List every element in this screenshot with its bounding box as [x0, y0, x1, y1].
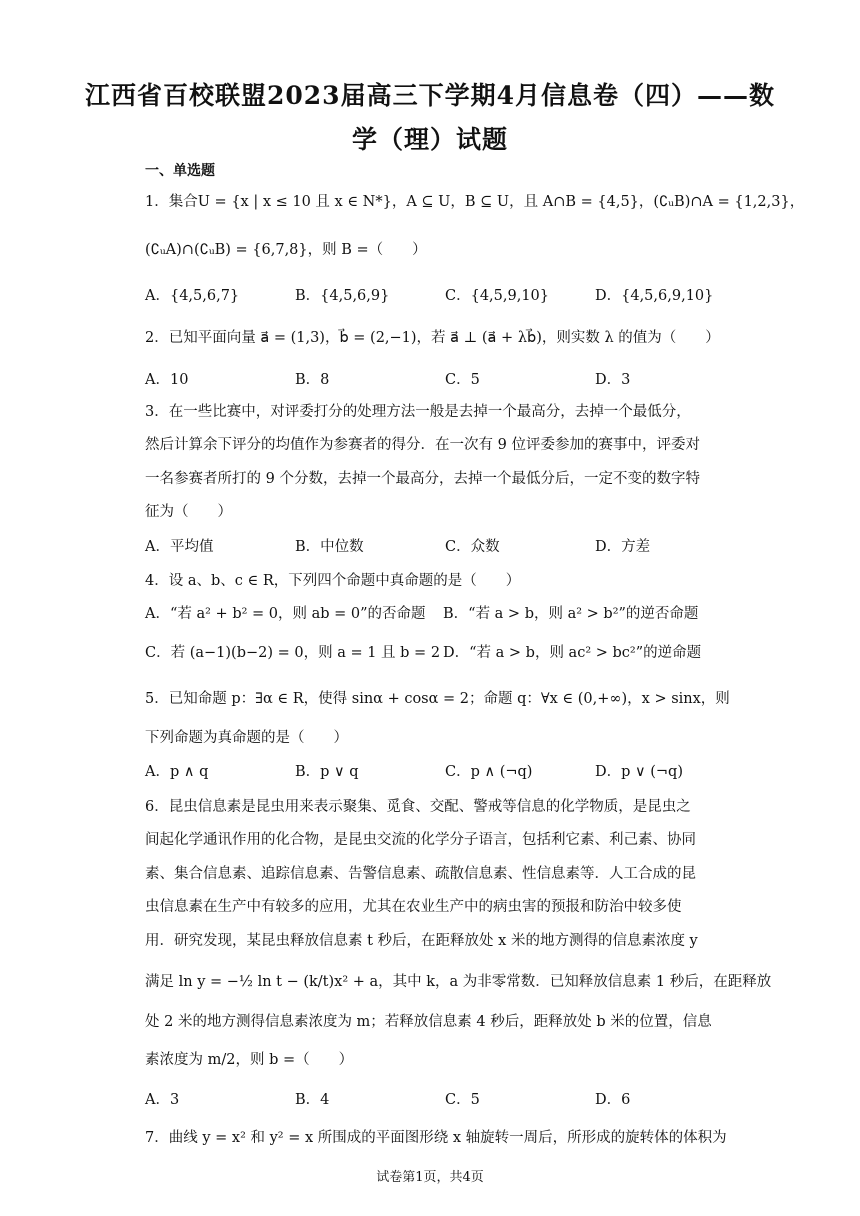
q4-option-d: D．“若 a > b，则 ac² > bc²”的逆命题	[443, 645, 702, 661]
section-heading: 一、单选题	[145, 163, 215, 179]
q3-stem-line3: 一名参赛者所打的 9 个分数，去掉一个最高分，去掉一个最低分后，一定不变的数字特	[145, 471, 700, 487]
q1-option-b: B．{4,5,6,9}	[295, 288, 390, 304]
q6-option-c: C．5	[445, 1092, 480, 1108]
page-title: 江西省百校联盟2023届高三下学期4月信息卷（四）——数	[85, 81, 775, 110]
q4-option-a: A．“若 a² + b² = 0，则 ab = 0”的否命题	[145, 606, 426, 622]
q3-option-b: B．中位数	[295, 539, 364, 555]
q5-options	[145, 760, 720, 781]
q2-option-c: C．5	[445, 372, 480, 388]
q6-stem-line4: 虫信息素在生产中有较多的应用，尤其在农业生产中的病虫害的预报和防治中较多使	[145, 899, 682, 915]
q4-options-row1	[145, 602, 720, 623]
q7-stem-line1: 7．曲线 y = x² 和 y² = x 所围成的平面图形绕 x 轴旋转一周后，所形成的旋转体的体积为	[145, 1130, 727, 1146]
q3-stem-line4: 征为（ ）	[145, 504, 232, 520]
q6-option-b: B．4	[295, 1092, 330, 1108]
q6-stem-line5: 用．研究发现，某昆虫释放信息素 t 秒后，在距释放处 x 米的地方测得的信息素浓度 y	[145, 933, 698, 949]
q6-option-d: D．6	[595, 1092, 631, 1108]
q1-stem-line1: 1．集合U = {x | x ≤ 10 且 x ∈ N*}，A ⊆ U，B ⊆ U，且 A∩B = {4,5}，(∁ᵤB)∩A = {1,2,3}，	[145, 194, 805, 210]
q5-option-b: B．p ∨ q	[295, 764, 359, 780]
q5-option-d: D．p ∨ (¬q)	[595, 764, 683, 780]
q6-stem-line7: 处 2 米的地方测得信息素浓度为 m；若释放信息素 4 秒后，距释放处 b 米的位置，信息	[145, 1014, 712, 1030]
q6-option-a: A．3	[145, 1092, 180, 1108]
q1-options	[145, 284, 720, 305]
q5-option-a: A．p ∧ q	[145, 764, 209, 780]
q2-options	[145, 368, 720, 389]
q1-option-c: C．{4,5,9,10}	[445, 288, 549, 304]
q5-stem-line2: 下列命题为真命题的是（ ）	[145, 730, 348, 746]
q4-options-row2	[145, 641, 720, 662]
q5-stem-line1: 5．已知命题 p：∃α ∈ R，使得 sinα + cosα = 2；命题 q：∀x ∈ (0,+∞)，x > sinx，则	[145, 691, 730, 707]
q3-option-a: A．平均值	[145, 539, 214, 555]
page-footer: 试卷第1页，共4页	[376, 1170, 484, 1185]
q4-option-b: B．“若 a > b，则 a² > b²”的逆否命题	[443, 606, 699, 622]
page-title-continued: 学（理）试题	[351, 125, 508, 154]
q6-options	[145, 1088, 720, 1109]
q6-stem-line1: 6．昆虫信息素是昆虫用来表示聚集、觅食、交配、警戒等信息的化学物质，是昆虫之	[145, 799, 691, 815]
q2-stem: 2．已知平面向量 a⃗ = (1,3)，b⃗ = (2,−1)，若 a⃗ ⊥ (a⃗ + λb⃗)，则实数 λ 的值为（ ）	[145, 330, 720, 346]
q3-option-d: D．方差	[595, 539, 651, 555]
q2-option-d: D．3	[595, 372, 631, 388]
q3-option-c: C．众数	[445, 539, 500, 555]
q4-option-c: C．若 (a−1)(b−2) = 0，则 a = 1 且 b = 2	[145, 645, 441, 661]
q3-stem-line2: 然后计算余下评分的均值作为参赛者的得分．在一次有 9 位评委参加的赛事中，评委对	[145, 437, 700, 453]
q2-option-b: B．8	[295, 372, 330, 388]
q4-stem: 4．设 a、b、c ∈ R，下列四个命题中真命题的是（ ）	[145, 573, 521, 589]
q1-stem-line2: (∁ᵤA)∩(∁ᵤB) = {6,7,8}，则 B =（ ）	[145, 242, 427, 258]
q3-stem-line1: 3．在一些比赛中，对评委打分的处理方法一般是去掉一个最高分，去掉一个最低分，	[145, 404, 691, 420]
q6-stem-line8: 素浓度为 m/2，则 b =（ ）	[145, 1052, 354, 1068]
q6-stem-line2: 间起化学通讯作用的化合物，是昆虫交流的化学分子语言，包括利它素、利己素、协同	[145, 832, 696, 848]
q6-stem-line3: 素、集合信息素、追踪信息素、告警信息素、疏散信息素、性信息素等．人工合成的昆	[145, 866, 696, 882]
q1-option-a: A．{4,5,6,7}	[145, 288, 240, 304]
q3-options	[145, 535, 720, 556]
q1-option-d: D．{4,5,6,9,10}	[595, 288, 714, 304]
q5-option-c: C．p ∧ (¬q)	[445, 764, 533, 780]
q6-stem-line6-formula: 满足 ln y = −½ ln t − (k/t)x² + a，其中 k，a 为非零常数．已知释放信息素 1 秒后，在距释放	[145, 974, 772, 990]
q2-option-a: A．10	[145, 372, 189, 388]
